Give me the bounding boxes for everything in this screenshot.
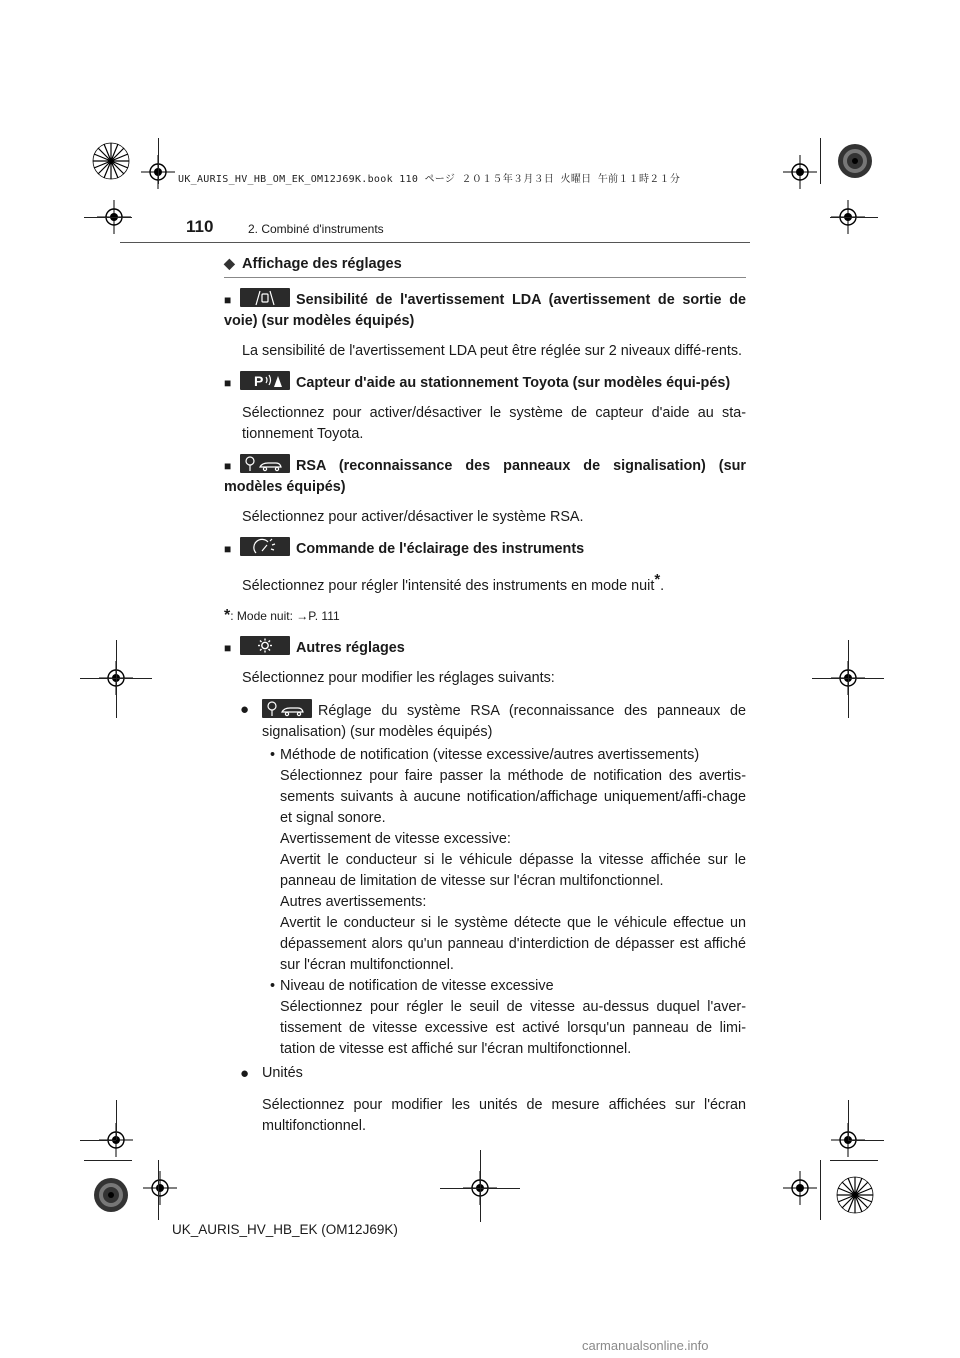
- registration-rosette-icon: [825, 1165, 885, 1225]
- bullet-icon: ●: [240, 1064, 250, 1082]
- list-item: ● Réglage du système RSA (reconnaissance des panneaux de signalisation) (sur modèles équipés): [240, 700, 746, 740]
- road-sign-assist-icon: [262, 699, 312, 718]
- setting-parking-sensor-title: ■ P Capteur d'aide au stationnement Toyota (sur modèles équi-pés): [224, 371, 746, 394]
- section-title: 2. Combiné d'instruments: [248, 222, 384, 236]
- setting-other-title: ■ Autres réglages: [224, 636, 746, 659]
- square-bullet-icon: ■: [224, 376, 232, 390]
- square-bullet-icon: ■: [224, 459, 232, 473]
- list-item: ● Unités: [240, 1064, 303, 1082]
- square-bullet-icon: ■: [224, 640, 232, 655]
- setting-rsa-desc: Sélectionnez pour activer/désactiver le système RSA.: [242, 509, 584, 525]
- square-bullet-icon: ■: [224, 542, 232, 556]
- bullet-icon: ●: [240, 700, 250, 718]
- footer-model-code: UK_AURIS_HV_HB_EK (OM12J69K): [172, 1222, 398, 1237]
- header-rule: [120, 242, 750, 243]
- registration-rosette-icon: [825, 131, 885, 191]
- setting-illumination-title: ■ Commande de l'éclairage des instruments: [224, 537, 746, 560]
- road-sign-assist-icon: [240, 454, 290, 473]
- setting-lda-title: ■ Sensibilité de l'avertissement LDA (avertissement de sortie de voie) (sur modèles équipés): [224, 288, 746, 332]
- lane-departure-icon: [240, 288, 290, 307]
- registration-target-icon: [143, 1171, 177, 1205]
- setting-lda-desc: La sensibilité de l'avertissement LDA peut être réglée sur 2 niveaux diffé-rents.: [242, 343, 743, 359]
- page-reference-link: P. 111: [308, 608, 340, 623]
- section-heading: ◆ Affichage des réglages: [224, 253, 746, 278]
- setting-rsa-title: ■ RSA (reconnaissance des panneaux de signalisation) (sur modèles équipés): [224, 454, 746, 498]
- setting-other-intro: Sélectionnez pour modifier les réglages suivants:: [242, 669, 555, 686]
- registration-target-icon: [783, 1171, 817, 1205]
- setting-illumination-desc: Sélectionnez pour régler l'intensité des instruments en mode nuit*.: [242, 571, 665, 594]
- registration-target-icon: [783, 155, 817, 189]
- sub-item: • Niveau de notification de vitesse excessive: [270, 977, 554, 994]
- setting-parking-sensor-desc: Sélectionnez pour activer/désactiver le système de capteur d'aide au sta-tionnement Toyota.: [242, 405, 746, 442]
- page-number: 110: [186, 217, 214, 236]
- settings-gear-icon: [240, 636, 290, 655]
- book-file-header: UK_AURIS_HV_HB_OM_EK_OM12J69K.book 110 ページ ２０１５年３月３日 火曜日 午前１１時２１分: [178, 174, 681, 185]
- footnote: *: Mode nuit: →P. 111: [224, 606, 340, 624]
- watermark: carmanualsonline.info: [582, 1338, 709, 1353]
- registration-rosette-icon: [81, 1165, 141, 1225]
- registration-rosette-icon: [81, 131, 141, 191]
- diamond-icon: ◆: [224, 255, 235, 271]
- illumination-icon: [240, 537, 290, 556]
- svg-text:P: P: [254, 373, 264, 389]
- sub-item: • Méthode de notification (vitesse excessive/autres avertissements): [270, 746, 700, 763]
- parking-sensor-icon: [240, 371, 290, 390]
- page-content: ◆ Affichage des réglages ■ Sensibilité de l'avertissement LDA (avertissement de sortie de voie) (sur modèles équipés) La sensibilité de l'avertissement LDA peut être réglée sur 2 niveaux diffé-rents. ■ P Capteur d'aide au stationnement Toyota (sur modèles équi-pés) Sélectionnez pour activer/désactiver le système de capteur d'aide au sta-tionnement Toyota. ■ RSA (reconnaissance des panneaux de signalisation) (sur modèles équipés) Sélectionnez pour activer/désactiver le système RSA. ■ Commande de l'éclairage des instruments Sélectionnez pour régler l'intensité des instruments en mode nuit*. *: Mode nuit: →P. 111 ■ Autres réglages Sélectionnez pour modifier les réglages suivants: ● Réglage du système RSA (reconnaissance des panneaux de signalisation) (sur modèles équipés) • Méthode de notification (vitesse excessive/autres avertissements) Sélectionnez pour faire passer la méthode de notification des avertis-sements suivants à aucune notification/affichage uniquement/affi-chage et signal sonore. Avertissement de vitesse excessive: Avertit le conducteur si le véhicule dépasse la vitesse affichée sur le panneau de limitation de vitesse sur l'écran multifonctionnel. Autres avertissements: Avertit le conducteur si le système détecte que le véhicule effectue un dépassement alors qu'un panneau d'interdiction de dépasser est affiché sur l'écran multifonctionnel. • Niveau de notification de vitesse excessive Sélectionnez pour régler le seuil de vitesse au-dessus duquel l'aver-tissement de vitesse excessive est activé lorsqu'un panneau de limi-tation de vitesse est affiché sur l'écran multifonctionnel. ● Unités Sélectionnez pour modifier les unités de mesure affichées sur l'écran multifonctionnel.: [224, 255, 746, 1134]
- square-bullet-icon: ■: [224, 293, 232, 307]
